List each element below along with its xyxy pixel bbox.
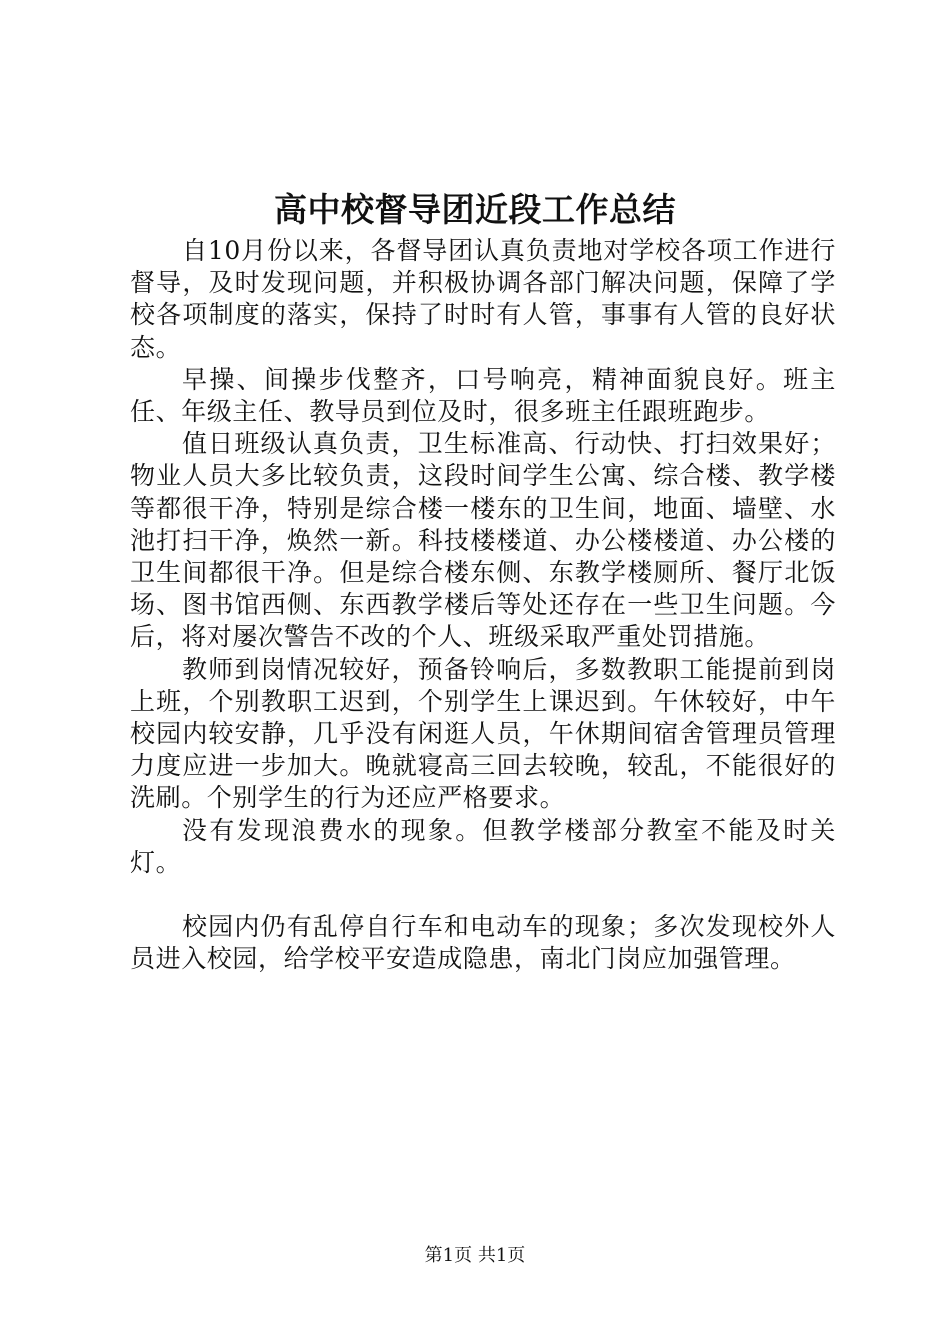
paragraph-1: 自10月份以来，各督导团认真负责地对学校各项工作进行督导，及时发现问题，并积极协调各部门解决问题，保障了学校各项制度的落实，保持了时时有人管，事事有人管的良好状态。 (130, 236, 836, 362)
document-title: 高中校督导团近段工作总结 (274, 190, 676, 229)
page-footer: 第1页 共1页 (424, 1245, 526, 1266)
paragraph-spacer (130, 879, 836, 911)
paragraph-4: 教师到岗情况较好，预备铃响后，多数教职工能提前到岗上班，个别教职工迟到，个别学生上课迟到。午休较好，中午校园内较安静，几乎没有闲逛人员，午休期间宿舍管理员管理力度应进一步加大。晚就寝高三回去较晚，较乱，不能很好的洗刷。个别学生的行为还应严格要求。 (130, 654, 836, 813)
paragraph-6: 校园内仍有乱停自行车和电动车的现象；多次发现校外人员进入校园，给学校平安造成隐患，南北门岗应加强管理。 (130, 912, 836, 974)
paragraph-2: 早操、间操步伐整齐，口号响亮，精神面貌良好。班主任、年级主任、教导员到位及时，很多班主任跟班跑步。 (130, 364, 836, 427)
paragraph-3: 值日班级认真负责，卫生标准高、行动快、打扫效果好；物业人员大多比较负责，这段时间学生公寓、综合楼、教学楼等都很干净，特别是综合楼一楼东的卫生间，地面、墙壁、水池打扫干净，焕然一新。科技楼楼道、办公楼楼道、办公楼的卫生间都很干净。但是综合楼东侧、东教学楼厕所、餐厅北饭场、图书馆西侧、东西教学楼后等处还存在一些卫生问题。今后，将对屡次警告不改的个人、班级采取严重处罚措施。 (130, 429, 836, 652)
paragraph-5: 没有发现浪费水的现象。但教学楼部分教室不能及时关灯。 (130, 815, 836, 877)
document-body (130, 235, 836, 975)
